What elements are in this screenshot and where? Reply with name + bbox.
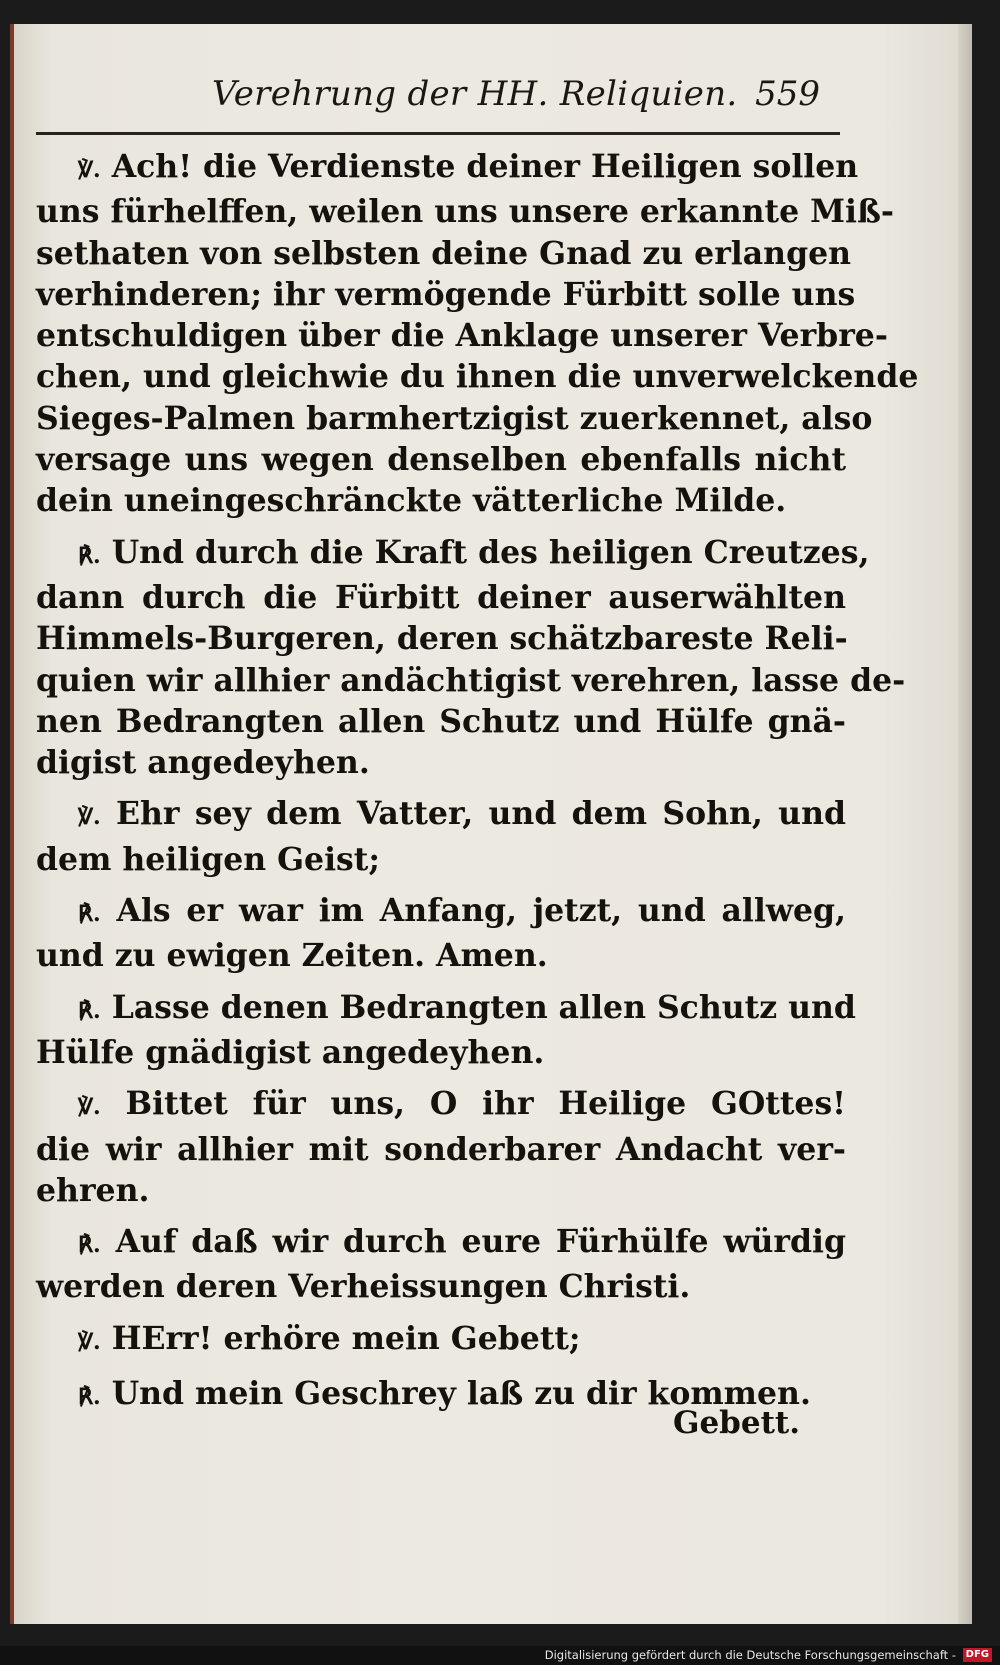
page-edge	[958, 24, 972, 1624]
line-text: die wir allhier mit sonderbarer Andacht ver-	[36, 1130, 846, 1168]
line-text: ehren.	[36, 1171, 150, 1209]
text-line	[36, 839, 846, 880]
text-line	[36, 742, 846, 783]
text-line	[36, 274, 856, 315]
line-text: Hülfe gnädigist angedeyhen.	[36, 1033, 545, 1071]
text-line	[36, 1318, 846, 1363]
line-text: Ach! die Verdienste deiner Heiligen sollen	[111, 148, 859, 185]
text-line	[36, 1083, 846, 1128]
text-line	[36, 660, 906, 701]
paragraph	[36, 1083, 846, 1211]
line-text: Bittet für uns, O ihr Heilige GOttes!	[125, 1085, 847, 1123]
paragraph	[36, 1318, 846, 1363]
text-line	[36, 1032, 846, 1073]
text-line	[36, 315, 888, 356]
line-text: entschuldigen über die Anklage unserer Verbre-	[36, 317, 888, 355]
text-line	[36, 356, 919, 397]
line-text: uns fürhelffen, weilen uns unsere erkannte Miß-	[36, 193, 894, 231]
line-text: dann durch die Fürbitt deiner auserwählten	[36, 578, 846, 616]
paragraph	[36, 890, 846, 977]
text-line	[36, 577, 846, 618]
text-line	[36, 439, 846, 480]
versicle-marker: ℣.	[78, 1328, 101, 1355]
digitization-footer	[0, 1646, 1000, 1665]
response-marker: ℟.	[78, 997, 101, 1024]
versicle-marker: ℣.	[78, 157, 101, 183]
line-text: verhinderen; ihr vermögende Fürbitt solle uns	[36, 275, 856, 313]
text-line	[36, 398, 873, 439]
text-line	[36, 987, 856, 1032]
versicle-marker: ℣.	[78, 804, 101, 831]
text-line	[36, 618, 846, 659]
body-text	[36, 146, 919, 1418]
text-line	[36, 233, 852, 274]
text-line	[36, 1221, 846, 1266]
text-line	[36, 1170, 846, 1211]
line-text: Ehr sey dem Vatter, und dem Sohn, und	[116, 795, 846, 833]
line-text: Und mein Geschrey laß zu dir kommen.	[111, 1375, 811, 1413]
text-line	[36, 1266, 846, 1307]
catchword: Gebett.	[672, 1405, 800, 1441]
funding-credit: Digitalisierung gefördert durch die Deutsche Forschungsgemeinschaft -	[544, 1648, 956, 1662]
text-line	[36, 532, 870, 577]
header-rule	[36, 132, 840, 135]
paragraph	[36, 793, 846, 880]
text-line	[36, 701, 846, 742]
text-line	[36, 1129, 846, 1170]
line-text: HErr! erhöre mein Gebett;	[111, 1319, 581, 1357]
line-text: sethaten von selbsten deine Gnad zu erlangen	[36, 234, 852, 272]
line-text: Sieges-Palmen barmhertzigist zuerkennet, also	[36, 399, 873, 437]
response-marker: ℟.	[78, 542, 101, 569]
text-line	[36, 480, 846, 521]
line-text: Als er war im Anfang, jetzt, und allweg,	[116, 892, 846, 930]
dfg-logo: DFG	[963, 1648, 992, 1662]
line-text: versage uns wegen denselben ebenfalls nicht	[36, 441, 846, 479]
page-header	[36, 66, 840, 136]
line-text: dem heiligen Geist;	[36, 840, 380, 878]
response-marker: ℟.	[78, 1232, 101, 1259]
paragraph	[36, 1221, 846, 1308]
text-line	[36, 890, 846, 935]
line-text: und zu ewigen Zeiten. Amen.	[36, 937, 548, 975]
line-text: Lasse denen Bedrangten allen Schutz und	[111, 988, 856, 1026]
line-text: werden deren Verheissungen Christi.	[36, 1268, 691, 1306]
paragraph	[36, 146, 919, 522]
response-marker: ℟.	[78, 1384, 101, 1411]
text-line	[36, 793, 846, 838]
versicle-marker: ℣.	[78, 1094, 101, 1121]
paragraph	[36, 532, 906, 784]
text-line	[36, 935, 846, 976]
running-title: Verehrung der HH. Reliquien.	[212, 74, 738, 114]
line-text: Himmels-Burgeren, deren schätzbareste Reli-	[36, 620, 848, 658]
text-line	[36, 191, 894, 232]
line-text: digist angedeyhen.	[36, 744, 370, 782]
line-text: quien wir allhier andächtigist verehren, lasse de-	[36, 661, 906, 699]
line-text: nen Bedrangten allen Schutz und Hülfe gnä-	[36, 702, 846, 740]
paragraph	[36, 987, 856, 1074]
line-text: Und durch die Kraft des heiligen Creutzes,	[111, 533, 870, 571]
line-text: chen, und gleichwie du ihnen die unverwelckende	[36, 358, 919, 396]
line-text: Auf daß wir durch eure Fürhülfe würdig	[115, 1223, 846, 1261]
response-marker: ℟.	[78, 901, 101, 928]
text-line	[36, 146, 859, 191]
line-text: dein uneingeschränckte vätterliche Milde.	[36, 482, 787, 520]
page-number: 559	[755, 74, 820, 114]
